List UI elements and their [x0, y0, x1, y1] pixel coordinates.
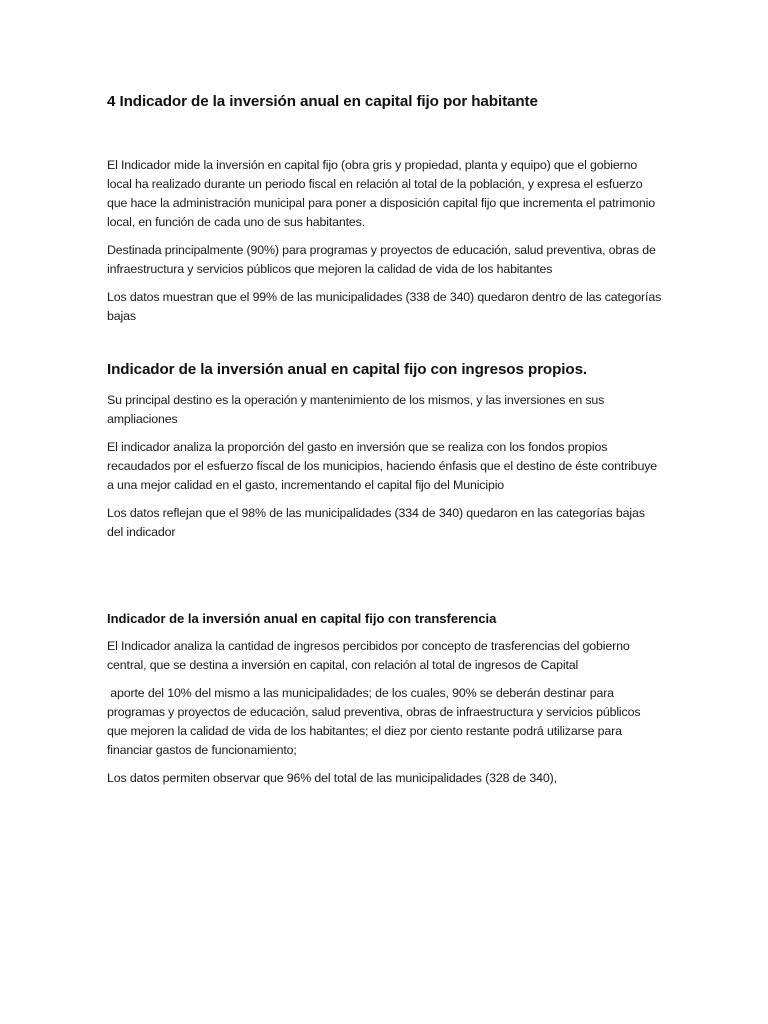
section-3-paragraph-2: aporte del 10% del mismo a las municipalidades; de los cuales, 90% se deberán destinar para programas y proyectos de educación, salud preventiva, obras de infraestructura y servicios públicos que mejoren la calidad de vida de los habitantes; el diez por ciento restante podrá utilizarse para financiar gastos de funcionamiento; [107, 686, 644, 757]
section-3-paragraph-3: Los datos permiten observar que 96% del total de las municipalidades (328 de 340), [107, 771, 557, 785]
section-3-heading: Indicador de la inversión anual en capital fijo con transferencia [107, 611, 497, 626]
section-2-paragraph-2: El indicador analiza la proporción del gasto en inversión que se realiza con los fondos propios recaudados por el esfuerzo fiscal de los municipios, haciendo énfasis que el destino de éste contribuye a una mejor calidad en el gasto, incrementando el capital fijo del Municipio [107, 440, 658, 492]
section-2-heading: Indicador de la inversión anual en capital fijo con ingresos propios. [107, 361, 588, 378]
section-1-heading: 4 Indicador de la inversión anual en capital fijo por habitante [107, 93, 538, 110]
section-1-paragraph-1: El Indicador mide la inversión en capital fijo (obra gris y propiedad, planta y equipo) que el gobierno local ha realizado durante un periodo fiscal en relación al total de la población, y expresa el esfuerzo que hace la administración municipal para poner a disposición capital fijo que incrementa el patrimonio local, en función de cada uno de sus habitantes. [107, 158, 655, 229]
section-3-paragraph-1: El Indicador analiza la cantidad de ingresos percibidos por concepto de trasferencias del gobierno central, que se destina a inversión en capital, con relación al total de ingresos de Capital [107, 639, 630, 672]
section-1-paragraph-3: Los datos muestran que el 99% de las municipalidades (338 de 340) quedaron dentro de las categorías bajas [107, 290, 662, 323]
document-body [107, 92, 662, 788]
section-2-paragraph-3: Los datos reflejan que el 98% de las municipalidades (334 de 340) quedaron en las categorías bajas del indicador [107, 506, 645, 539]
section-1-paragraph-2: Destinada principalmente (90%) para programas y proyectos de educación, salud preventiva, obras de infraestructura y servicios públicos que mejoren la calidad de vida de los habitantes [107, 243, 656, 276]
section-2-paragraph-1: Su principal destino es la operación y mantenimiento de los mismos, y las inversiones en sus ampliaciones [107, 393, 605, 426]
